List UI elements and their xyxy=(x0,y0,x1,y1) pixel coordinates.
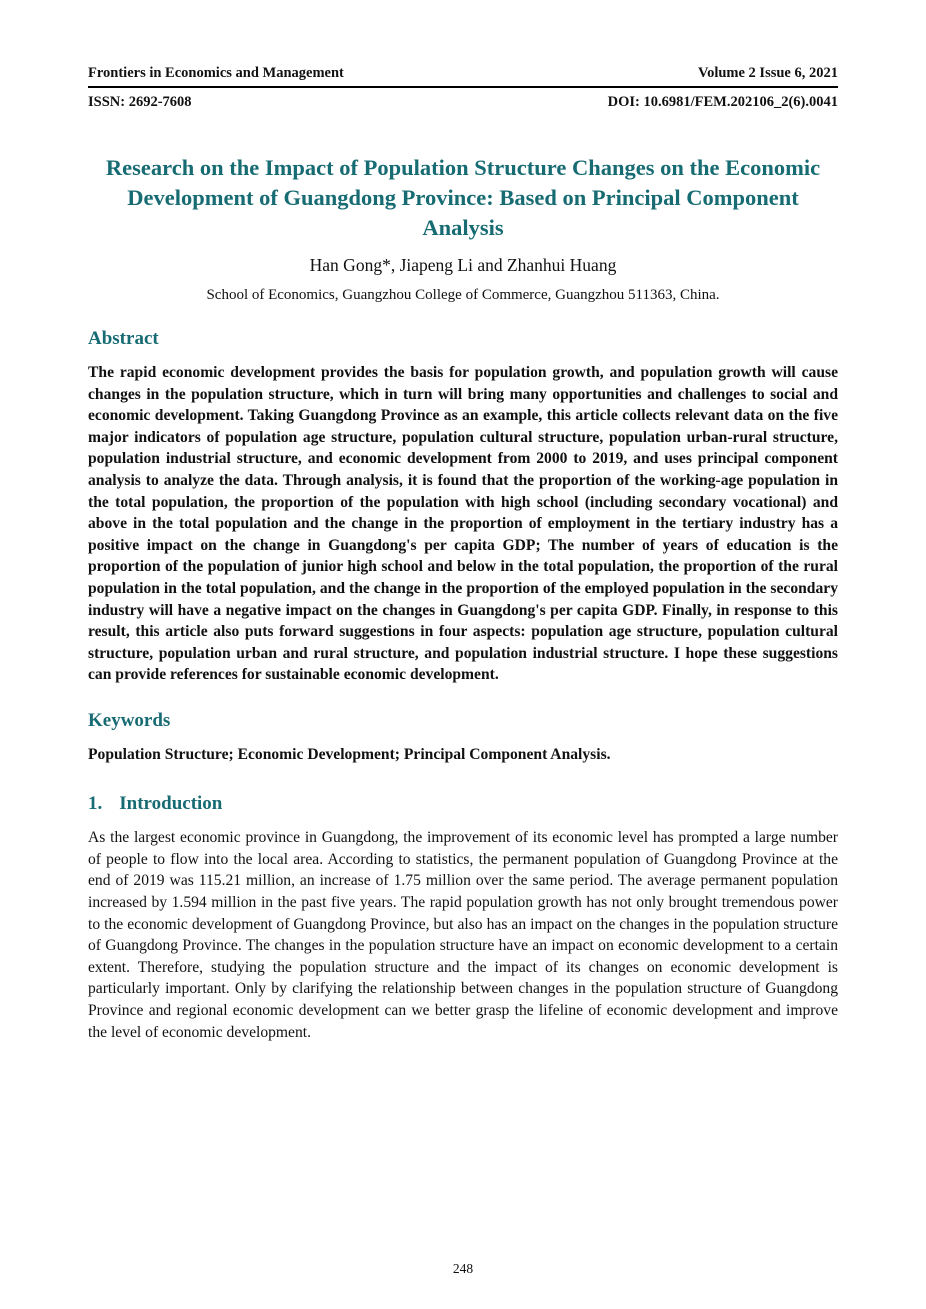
page-number: 248 xyxy=(452,1261,474,1276)
introduction-heading xyxy=(88,793,838,816)
authors-line: Han Gong*, Jiapeng Li and Zhanhui Huang xyxy=(309,255,617,276)
keywords-body: Population Structure; Economic Development; Principal Component Analysis. xyxy=(88,745,611,763)
doi-label: DOI: 10.6981/FEM.202106_2(6).0041 xyxy=(607,94,838,111)
journal-name: Frontiers in Economics and Management xyxy=(88,65,344,81)
section-title: Introduction xyxy=(119,793,223,815)
abstract-heading: Abstract xyxy=(88,328,159,350)
volume-issue: Volume 2 Issue 6, 2021 xyxy=(697,65,838,81)
introduction-body: As the largest economic province in Guangdong, the improvement of its economic level has prompted a large number of people to flow into the local area. According to statistics, the permanent population of Guangdong Province at the end of 2019 was 115.21 million, an increase of 1.75 million over the same period. The average permanent population increased by 1.594 million in the past five years. The rapid population growth has not only brought tremendous power to the economic development of Guangdong Province, but also has an impact on the changes in the population structure of Guangdong Province. The changes in the population structure have an impact on economic development to a certain extent. Therefore, studying the population structure and the impact of its changes on economic development is particularly important. Only by clarifying the relationship between changes in the population structure of Guangdong Province and regional economic development can we better grasp the lifeline of economic development and improve the level of economic development. xyxy=(88,829,838,1041)
keywords-heading: Keywords xyxy=(88,710,171,732)
running-head xyxy=(88,64,838,111)
issn-label: ISSN: 2692-7608 xyxy=(88,94,192,111)
section-number: 1. xyxy=(88,793,103,815)
header-divider-rule xyxy=(88,86,838,88)
running-head-row-top xyxy=(88,64,838,82)
affiliation-line: School of Economics, Guangzhou College of Commerce, Guangzhou 511363, China. xyxy=(206,287,720,304)
abstract-body: The rapid economic development provides the basis for population growth, and population growth will cause changes in the population structure, which in turn will bring many opportunities and challenges to social and economic development. Taking Guangdong Province as an example, this article collects relevant data on the five major indicators of population age structure, population cultural structure, population urban-rural structure, population industrial structure, and economic development from 2000 to 2019, and uses principal component analysis to analyze the data. Through analysis, it is found that the proportion of the working-age population in the total population, the proportion of the population with high school (including secondary vocational) and above in the total population and the change in the proportion of employment in the tertiary industry has a positive impact on the change in Guangdong's per capita GDP; The number of years of education is the proportion of the population of junior high school and below in the total population, the proportion of the rural population in the total population, and the change in the proportion of the employed population in the secondary industry will have a negative impact on the changes in Guangdong's per capita GDP. Finally, in response to this result, this article also puts forward suggestions in four aspects: population age structure, population cultural structure, population urban and rural structure, and population industrial structure. I hope these suggestions can provide references for sustainable economic development. xyxy=(88,364,838,684)
running-head-row-bottom xyxy=(88,93,838,111)
article-title: Research on the Impact of Population Structure Changes on the Economic Development of Guangdong Province: Based on Principal Component Analysis xyxy=(105,155,821,240)
